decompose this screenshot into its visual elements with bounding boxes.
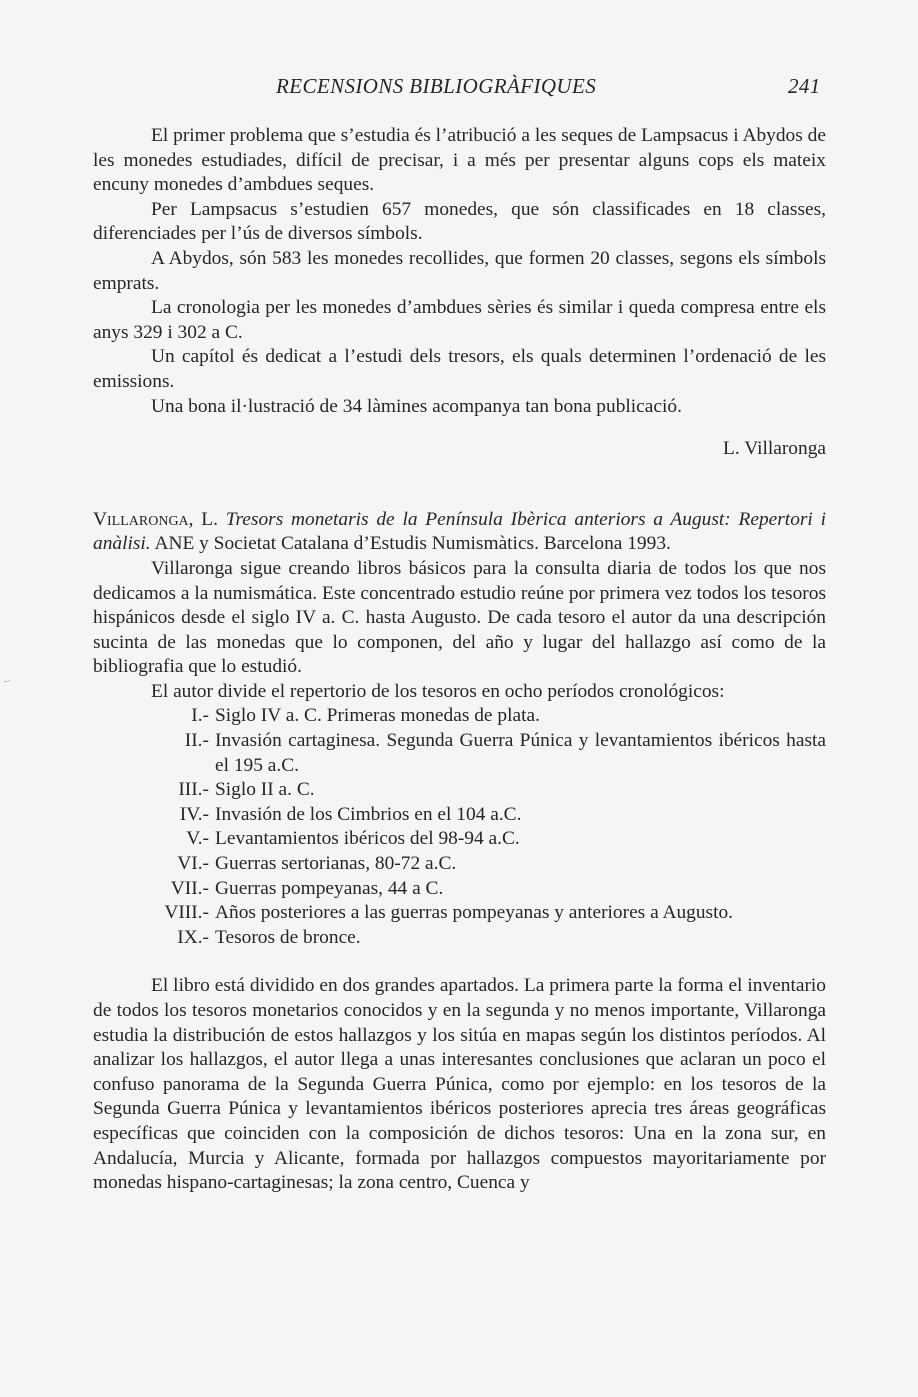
paragraph: Una bona il·lustració de 34 làmines acompanya tan bona publicació. — [151, 395, 682, 417]
list-item — [93, 778, 826, 803]
page-number: 241 — [788, 74, 821, 98]
paragraph: Per Lampsacus s’estudien 657 monedes, que són classificades en 18 classes, diferenciades per l’ús de diversos símbols. — [93, 198, 826, 245]
running-title: RECENSIONS BIBLIOGRÀFIQUES — [276, 74, 597, 98]
list-item — [93, 729, 826, 778]
review-signature: L. Villaronga — [723, 438, 826, 460]
review-tresors-monetaris — [93, 508, 826, 1196]
paragraph: El libro está dividido en dos grandes apartados. La primera parte la forma el inventario de todos los tesoros monetarios conocidos y en la segunda y no menos importante, Villaronga estudia la distribución de estos hallazgos y los sitúa en mapas según los distintos períodos. Al analizar los hallazgos, el autor llega a unas interesantes conclusiones que aclaran un poco el confuso panorama de la Segunda Guerra Púnica, como por ejemplo: en los tesoros de la Segunda Guerra Púnica y levantamientos ibéricos posteriores aprecia tres áreas geográficas específicas que coinciden con la composición de dichos tesoros: Una en la zona sur, en Andalucía, Murcia y Alicante, formada por hallazgos compuestos mayoritariamente por monedas hispano-cartaginesas; la zona centro, Cuenca y — [93, 975, 826, 1194]
period-number: I.- — [191, 705, 209, 727]
paragraph: El primer problema que s’estudia és l’atribució a les seques de Lampsacus i Abydos de les monedes estudiades, difícil de precisar, i a més per presentar alguns cops els mateix encuny monedes d’ambdues seques. — [93, 125, 826, 196]
running-header — [0, 74, 918, 104]
citation-publisher: ANE y Societat Catalana d’Estudis Numismàtics. Barcelona 1993. — [154, 533, 671, 555]
citation-author: Villaronga, L. — [93, 508, 218, 530]
paragraph-spacer — [93, 950, 826, 974]
period-number: V.- — [186, 828, 209, 850]
period-text: Guerras sertorianas, 80-72 a.C. — [215, 853, 457, 875]
period-number: IX.- — [177, 926, 209, 948]
period-text: Invasión de los Cimbrios en el 104 a.C. — [215, 803, 522, 825]
paragraph: El autor divide el repertorio de los tesoros en ocho períodos cronológicos: — [151, 680, 725, 702]
review-lampsacus-abydos — [93, 124, 826, 462]
period-text: Siglo II a. C. — [215, 779, 315, 801]
period-text: Siglo IV a. C. Primeras monedas de plata. — [215, 705, 540, 727]
margin-mark: -· — [4, 676, 11, 687]
paragraph: A Abydos, són 583 les monedes recollides, que formen 20 classes, segons els símbols emprats. — [93, 247, 826, 294]
period-text: Tesoros de bronce. — [215, 926, 361, 948]
period-number: III.- — [178, 779, 209, 801]
list-item — [93, 852, 826, 877]
paragraph: Villaronga sigue creando libros básicos para la consulta diaria de todos los que nos dedicamos a la numismática. Este concentrado estudio reúne por primera vez todos los tesoros hispánicos desde el siglo IV a. C. hasta Augusto. De cada tesoro el autor da una descripción sucinta de las monedas que lo componen, del año y lugar del hallazgo así como de la bibliografia que lo estudió. — [93, 557, 826, 678]
period-number: IV.- — [179, 803, 209, 825]
list-item — [93, 877, 826, 902]
period-text: Guerras pompeyanas, 44 a C. — [215, 877, 444, 899]
list-item — [93, 803, 826, 828]
period-text: Años posteriores a las guerras pompeyanas y anteriores a Augusto. — [215, 902, 734, 924]
period-text: Invasión cartaginesa. Segunda Guerra Púnica y levantamientos ibéricos hasta el 195 a.C. — [215, 730, 826, 776]
list-item — [93, 926, 826, 951]
period-number: VI.- — [177, 853, 209, 875]
list-item — [93, 901, 826, 926]
period-number: VII.- — [170, 877, 209, 899]
paragraph: Un capítol és dedicat a l’estudi dels tresors, els quals determinen l’ordenació de les emissions. — [93, 346, 826, 392]
periods-list — [93, 704, 826, 950]
list-item — [93, 827, 826, 852]
paragraph: La cronologia per les monedes d’ambdues sèries és similar i queda compresa entre els anys 329 i 302 a C. — [93, 297, 826, 343]
period-text: Levantamientos ibéricos del 98-94 a.C. — [215, 828, 520, 850]
page-body — [93, 124, 826, 1196]
book-citation — [93, 508, 826, 557]
period-number: VIII.- — [164, 902, 209, 924]
citation-title: Tresors monetaris de la Península Ibèrica anteriors a August: Repertori i anàlisi. — [93, 508, 826, 555]
list-item — [93, 704, 826, 729]
section-spacer — [93, 462, 826, 508]
period-number: II.- — [184, 730, 209, 752]
